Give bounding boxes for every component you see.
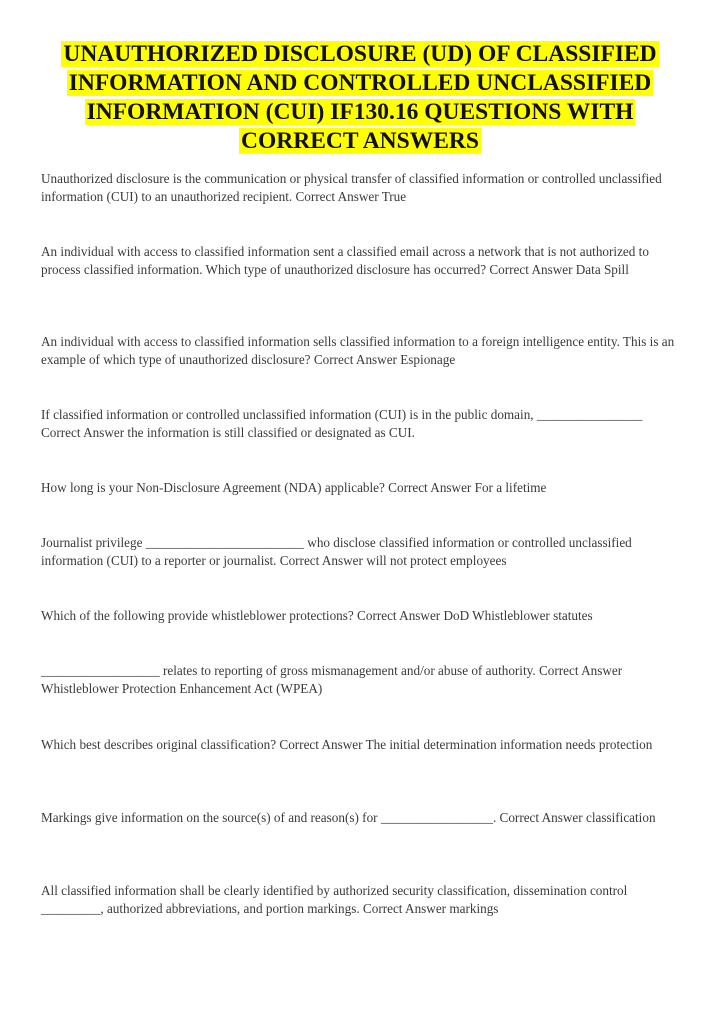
qa-item-7: Which of the following provide whistleblower protections? Correct Answer DoD Whistleblower statutes xyxy=(41,608,593,623)
qa-item-10: Markings give information on the source(s) of and reason(s) for _________________. Correct Answer classification xyxy=(41,810,656,825)
qa-item-4: If classified information or controlled unclassified information (CUI) is in the public domain, ________________ Correct Answer the information is still classified or designated as CUI. xyxy=(41,407,643,440)
qa-item-2: An individual with access to classified information sent a classified email across a network that is not authorized to process classified information. Which type of unauthorized disclosure has occurred? Correct Answer Data Spill xyxy=(41,244,649,277)
title-line-4: CORRECT ANSWERS xyxy=(241,128,479,154)
qa-item-5: How long is your Non-Disclosure Agreement (NDA) applicable? Correct Answer For a lifetime xyxy=(41,480,547,495)
qa-item-11: All classified information shall be clearly identified by authorized security classification, dissemination control _________, authorized abbreviations, and portion markings. Correct Answer markings xyxy=(41,883,628,916)
qa-item-8: __________________ relates to reporting of gross mismanagement and/or abuse of authority. Correct Answer Whistleblower Protection Enhancement Act (WPEA) xyxy=(41,663,623,696)
qa-item-6: Journalist privilege ________________________ who disclose classified information or controlled unclassified information (CUI) to a reporter or journalist. Correct Answer will not protect employees xyxy=(41,535,632,568)
qa-item-1: Unauthorized disclosure is the communication or physical transfer of classified information or controlled unclassified information (CUI) to an unauthorized recipient. Correct Answer True xyxy=(41,171,662,204)
qa-item-9: Which best describes original classification? Correct Answer The initial determination information needs protection xyxy=(41,737,653,752)
qa-item-3: An individual with access to classified information sells classified information to a foreign intelligence entity. This is an example of which type of unauthorized disclosure? Correct Answer Espionage xyxy=(41,334,675,367)
title-line-2: INFORMATION AND CONTROLLED UNCLASSIFIED xyxy=(68,70,652,96)
title-line-1: UNAUTHORIZED DISCLOSURE (UD) OF CLASSIFIED xyxy=(63,41,657,67)
document-title xyxy=(40,40,680,156)
title-line-3: INFORMATION (CUI) IF130.16 QUESTIONS WITH xyxy=(86,99,634,125)
